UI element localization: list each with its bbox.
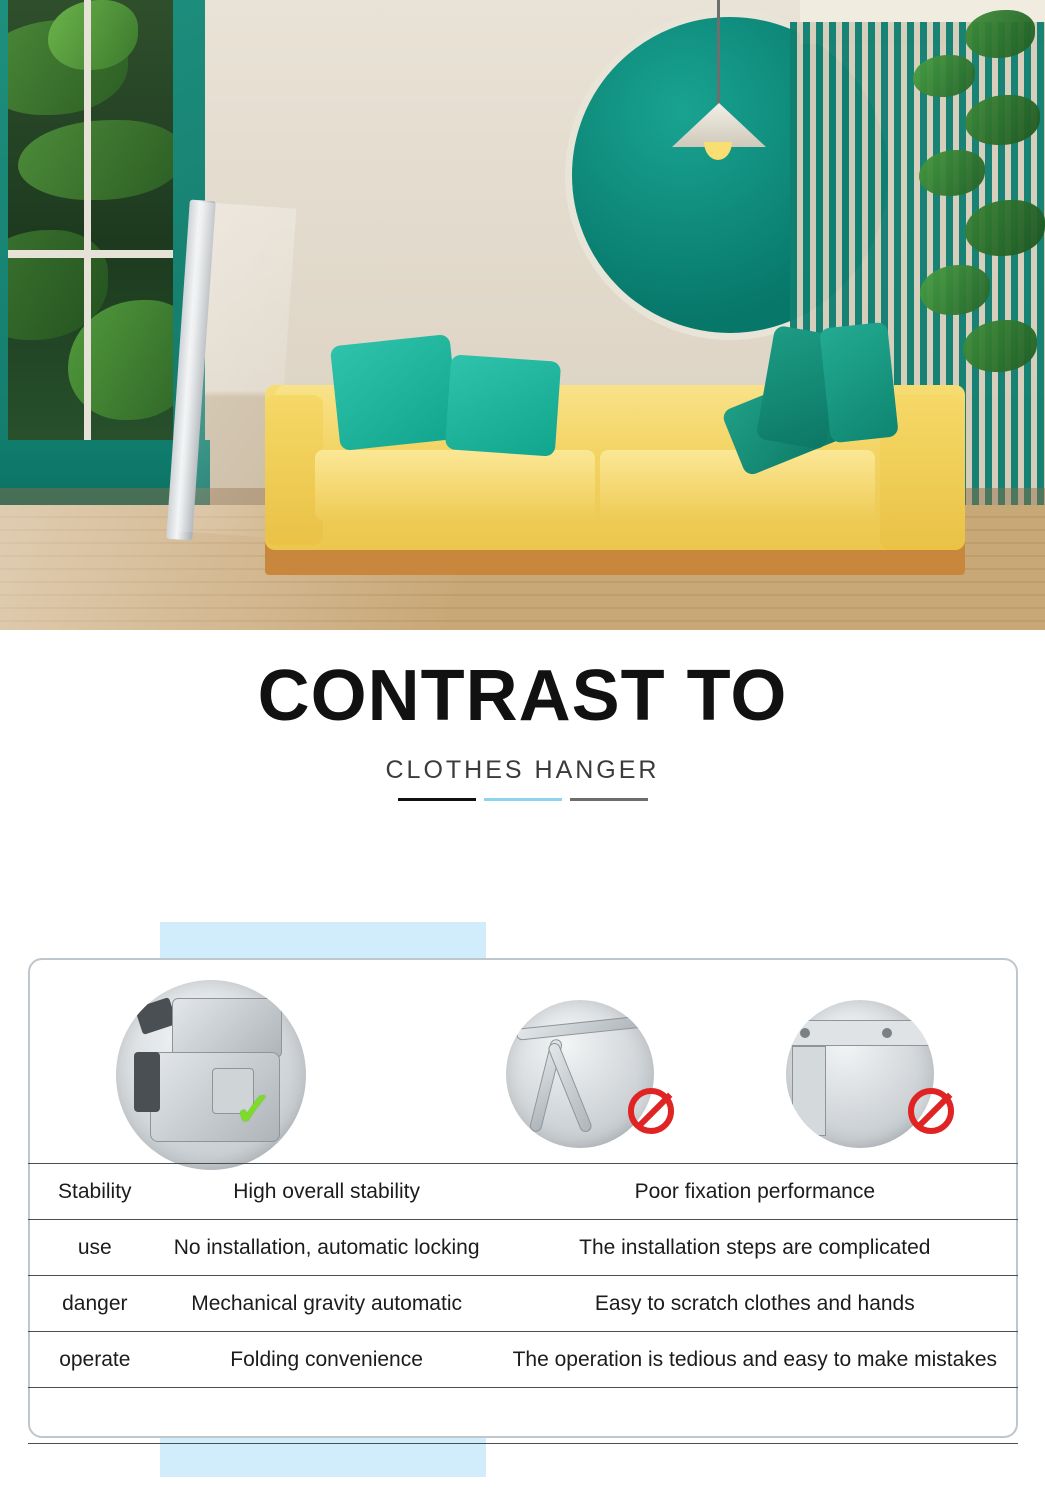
leaf-icon [913, 55, 975, 97]
table-row [28, 1332, 1018, 1388]
pillow [445, 354, 561, 456]
page-title: CONTRAST TO [257, 656, 788, 736]
divider-segment [484, 798, 562, 801]
comparison-image-row [28, 958, 1018, 1173]
row-others: Easy to scratch clothes and hands [492, 1276, 1018, 1332]
ours-mechanism-closeup [116, 980, 306, 1170]
row-ours: Folding convenience [162, 1332, 492, 1388]
row-ours: High overall stability [162, 1164, 492, 1220]
table-row [28, 1276, 1018, 1332]
competitor-frame-joint [506, 1000, 654, 1148]
frame-bar [516, 1015, 647, 1041]
page-subtitle: CLOTHES HANGER [385, 756, 660, 784]
leaf-icon [920, 265, 990, 315]
screw-icon [800, 1028, 810, 1038]
pillow [330, 334, 460, 451]
table-footer-row [28, 1388, 1018, 1444]
leaf-icon [18, 120, 173, 200]
sofa-seat-left [315, 450, 595, 520]
divider-segment [398, 798, 476, 801]
row-label: Stability [28, 1164, 162, 1220]
mechanism-part [135, 997, 178, 1035]
frame-bar [547, 1041, 594, 1134]
competitor-corner-bracket [786, 1000, 934, 1148]
leaf-icon [965, 10, 1035, 58]
leaf-icon [963, 320, 1037, 372]
row-spacer [28, 1388, 162, 1444]
mechanism-lever [134, 1052, 160, 1112]
divider-segment [570, 798, 648, 801]
row-ours: Mechanical gravity automatic [162, 1276, 492, 1332]
row-label: danger [28, 1276, 162, 1332]
check-icon: ✓ [234, 1083, 273, 1135]
row-label: operate [28, 1332, 162, 1388]
row-spacer [492, 1388, 1018, 1444]
screw-icon [882, 1028, 892, 1038]
table-row [28, 1164, 1018, 1220]
mechanism-plate [172, 998, 282, 1058]
hero-photo [0, 0, 1045, 630]
prohibited-icon [908, 1088, 954, 1134]
pendant-lamp-cord [717, 0, 720, 105]
sofa-seat-right [600, 450, 875, 520]
pillow [819, 322, 899, 443]
comparison-content [28, 958, 1018, 1438]
row-label: use [28, 1220, 162, 1276]
comparison-table [28, 1163, 1018, 1444]
leaf-icon [965, 95, 1040, 145]
row-others: The installation steps are complicated [492, 1220, 1018, 1276]
row-ours: No installation, automatic locking [162, 1220, 492, 1276]
row-others: The operation is tedious and easy to make mistakes [492, 1332, 1018, 1388]
row-others: Poor fixation performance [492, 1164, 1018, 1220]
leaf-icon [919, 150, 985, 196]
prohibited-icon [628, 1088, 674, 1134]
divider [398, 795, 648, 805]
row-spacer [162, 1388, 492, 1444]
table-row [28, 1220, 1018, 1276]
window-mullion-vertical [84, 0, 91, 440]
bracket-leg [792, 1046, 826, 1136]
leaf-icon [965, 200, 1045, 256]
heading-block [0, 656, 1045, 805]
